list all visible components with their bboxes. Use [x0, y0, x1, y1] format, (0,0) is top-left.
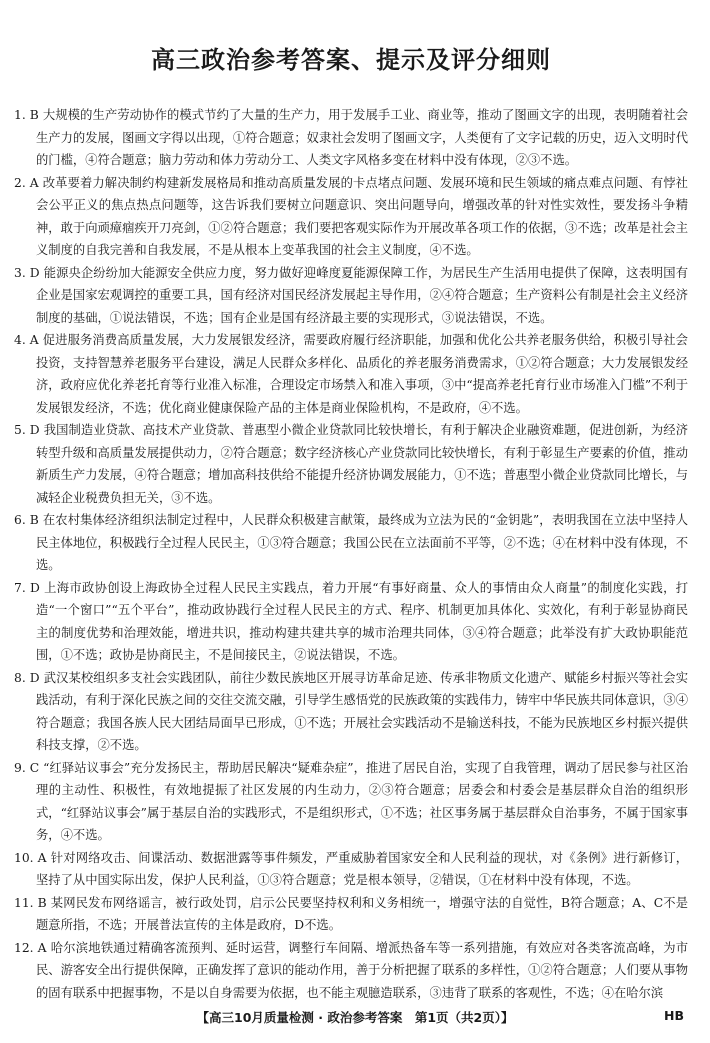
footer-text: 【高三10月质量检测 · 政治参考答案 第1页（共2页）】	[196, 1010, 514, 1025]
answer-number: 6. B	[14, 513, 39, 527]
answer-text: 武汉某校组织多支社会实践团队，前往少数民族地区开展寻访革命足迹、传承非物质文化遗产、赋能乡村振兴等社会实践活动，有利于深化民族之间的交往交流交融，引导学生感悟党的民族政策的实践伟力，铸牢中华民族共同体意识，③④符合题意；我国各族人民大团结局面早已形成，①不选；开展社会实践活动不是输送科技，不能为民族地区乡村振兴提供科技支撑，②不选。	[36, 670, 688, 752]
footer-code: HB	[664, 1008, 684, 1023]
answer-text: 在农村集体经济组织法制定过程中，人民群众积极建言献策，最终成为立法为民的“金钥匙”，表明我国在立法中坚持人民主体地位，积极践行全过程人民民主，①③符合题意；我国公民在立法面前不平等，②不选；④在材料中没有体现，不选。	[36, 513, 689, 572]
answer-text: 改革要着力解决制约构建新发展格局和推动高质量发展的卡点堵点问题、发展环境和民生领域的痛点难点问题、有悖社会公平正义的焦点热点问题等，这告诉我们要树立问题意识、突出问题导向，增强改革的针对性实效性，要发扬斗争精神，敢于向顽瘴痼疾开刀亮剑，①②符合题意；我们要把客观实际作为开展改革各项工作的依据，③不选；改革是社会主义制度的自我完善和自我发展，不是从根本上变革我国的社会主义制度，④不选。	[36, 175, 688, 257]
answer-text: “红驿站议事会”充分发扬民主，帮助居民解决“疑难杂症”，推进了居民自治，实现了自我管理，调动了居民参与社区治理的主动性、积极性，有效地提振了社区发展的内生动力，②③符合题意；居委会和村委会是基层群众自治的组织形式，“红驿站议事会”属于基层自治的实践形式，不是组织形式，①不选；社区事务属于基层群众自治事务，不属于国家事务，④不选。	[36, 760, 689, 842]
answer-item-9	[14, 757, 688, 847]
answer-text: 促进服务消费高质量发展，大力发展银发经济，需要政府履行经济职能，加强和优化公共养老服务供给，积极引导社会投资，支持智慧养老服务平台建设，满足人民群众多样化、品质化的养老服务消费需求，①②符合题意；大力发展银发经济，政府应优化养老托育等行业准入标准，合理设定市场禁入和准入事项，③中“提高养老托育行业市场准入门槛”不利于发展银发经济，不选；优化商业健康保险产品的主体是商业保险机构，不是政府，④不选。	[36, 333, 689, 415]
answer-item-6	[14, 509, 688, 577]
answer-item-1	[14, 104, 688, 172]
answer-number: 7. D	[14, 580, 40, 595]
page-footer	[0, 1008, 710, 1026]
answer-text: 上海市政协创设上海政协全过程人民民主实践点，着力开展“有事好商量、众人的事情由众人商量”的制度化实践，打造“一个窗口”“五个平台”，推动政协践行全过程人民民主的方式、程序、机制更加具体化、实效化，有利于彰显协商民主的制度优势和治理效能，增进共识，推动构建共建共享的城市治理共同体，③④符合题意；此举没有扩大政协职能范围，①不选；政协是协商民主，不是间接民主，②说法错误，不选。	[36, 580, 688, 662]
answer-item-7	[14, 577, 688, 667]
answer-item-11	[14, 892, 688, 937]
answer-text: 我国制造业贷款、高技术产业贷款、普惠型小微企业贷款同比较快增长，有利于解决企业融资难题，促进创新，为经济转型升级和高质量发展提供动力，②符合题意；数字经济核心产业贷款同比较快增长，有利于彰显生产要素的价值，推动新质生产力发展，④符合题意；增加高科技供给不能提升经济协调发展能力，①不选；普惠型小微企业贷款同比增长，与减轻企业税费负担无关，③不选。	[36, 423, 688, 505]
answer-list	[14, 104, 688, 1004]
answer-item-5	[14, 419, 688, 509]
answer-number: 11. B	[14, 895, 47, 910]
answer-text: 大规模的生产劳动协作的模式节约了大量的生产力，用于发展手工业、商业等，推动了图画文字的出现，表明随着社会生产力的发展，图画文字得以出现，①符合题意；奴隶社会发明了图画文字，人类便有了文字记载的历史，迈入文明时代的门槛，④符合题意；脑力劳动和体力劳动分工、人类文字风格多变在材料中没有体现，②③不选。	[36, 108, 688, 167]
answer-number: 3. D	[14, 265, 40, 280]
answer-number: 1. B	[14, 108, 39, 122]
answer-text: 针对网络攻击、间谍活动、数据泄露等事件频发，严重威胁着国家安全和人民利益的现状，对《条例》进行新修订，坚持了从中国实际出发，保护人民利益，①③符合题意；党是根本领导，②错误，①在材料中没有体现，不选。	[36, 850, 688, 887]
answer-item-4	[14, 329, 688, 419]
answer-number: 5. D	[14, 423, 40, 437]
answer-item-12	[14, 937, 688, 1005]
answer-item-2	[14, 172, 688, 262]
answer-number: 9. C	[14, 760, 40, 775]
answer-text: 能源央企纷纷加大能源安全供应力度，努力做好迎峰度夏能源保障工作，为居民生产生活用电提供了保障，这表明国有企业是国家宏观调控的重要工具，国有经济对国民经济发展起主导作用，②④符合题意；生产资料公有制是社会主义经济制度的基础，①说法错误，不选；国有企业是国有经济最主要的实现形式，③说法错误，不选。	[36, 265, 688, 325]
answer-number: 8. D	[14, 670, 40, 685]
answer-number: 12. A	[14, 940, 47, 955]
answer-number: 10. A	[14, 850, 47, 865]
answer-text: 某网民发布网络谣言，被行政处罚，启示公民要坚持权利和义务相统一，增强守法的自觉性，B符合题意；A、C不是题意所指，不选；开展普法宣传的主体是政府，D不选。	[36, 895, 688, 932]
answer-text: 哈尔滨地铁通过精确客流预判、延时运营，调整行车间隔、增派热备车等一系列措施，有效应对各类客流高峰，为市民、游客安全出行提供保障，正确发挥了意识的能动作用，善于分析把握了联系的多样性，①②符合题意；人们要从事物的固有联系中把握事物，不是以自身需要为依据，也不能主观臆造联系，③违背了联系的客观性，不选；④在哈尔滨	[36, 940, 688, 1000]
answer-item-8	[14, 667, 688, 757]
page-title: 高三政治参考答案、提示及评分细则	[151, 46, 551, 74]
answer-number: 4. A	[14, 333, 39, 347]
answer-item-10	[14, 847, 688, 892]
answer-item-3	[14, 262, 688, 330]
answer-number: 2. A	[14, 175, 39, 190]
